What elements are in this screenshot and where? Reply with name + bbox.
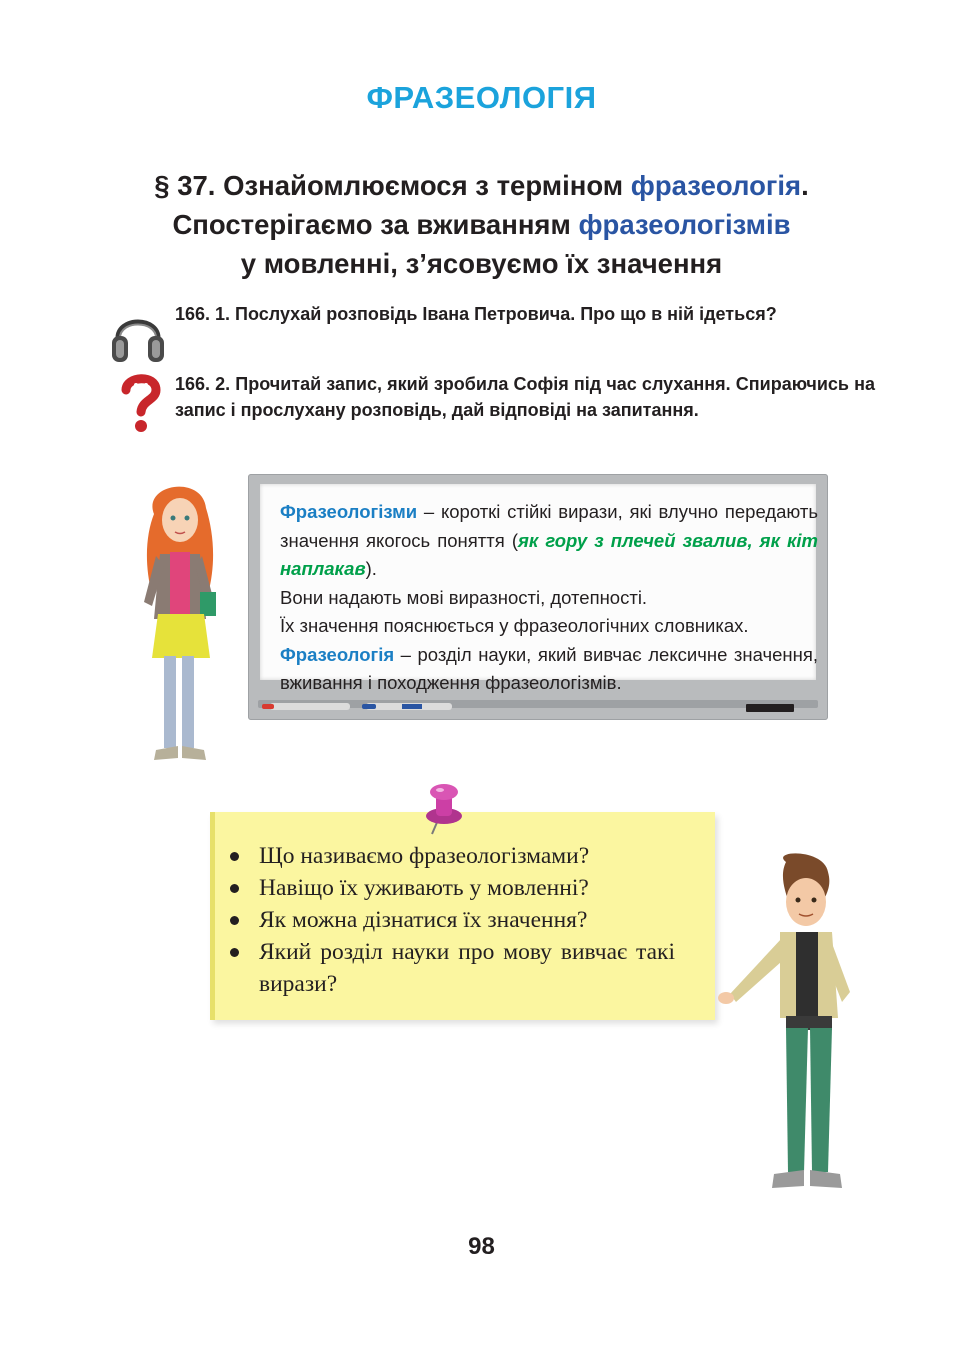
questions-list — [225, 840, 675, 1000]
sticky-note-edge — [210, 812, 215, 1020]
lesson-title-punct: . — [801, 170, 809, 201]
lesson-term-phraseology: фразеологія — [630, 170, 802, 201]
question-mark-icon — [116, 372, 164, 434]
lesson-title-line-1 — [90, 166, 873, 205]
task-166-1: 166. 1. Послухай розповідь Івана Петровича. Про що в ній ідеться? — [175, 304, 777, 324]
definition-line-expressiveness: Вони надають мові виразності, дотепності. — [280, 586, 648, 608]
definition-text — [280, 498, 818, 698]
lesson-title-text: Спостерігаємо за вживанням — [172, 209, 579, 240]
lesson-term-phraseologisms: фразеологізмів — [578, 209, 791, 240]
definition-phraseology: – розділ науки, який вивчає лексичне значення, вживання і походження фразеологізмів. — [280, 643, 818, 693]
definition-end: ). — [365, 558, 377, 579]
whiteboard — [248, 474, 828, 720]
term-phraseologisms: Фразеологізми — [280, 501, 418, 522]
question-item: Як можна дізнатися їх значення? — [225, 904, 675, 936]
phraseologism-examples: як гору з плечей звалив, як кіт наплакав — [280, 529, 818, 579]
lesson-title — [90, 166, 873, 283]
lesson-title-line-3: у мовленні, з’ясовуємо їх значення — [240, 248, 723, 279]
question-item: Що називаємо фразеологізмами? — [225, 840, 675, 872]
question-item: Навіщо їх уживають у мовленні? — [225, 872, 675, 904]
markers-icon — [262, 700, 462, 714]
lesson-title-text: § 37. Ознайомлюємося з терміном — [154, 170, 631, 201]
question-item: Який розділ науки про мову вивчає такі вирази? — [225, 936, 675, 1000]
definition-line-dictionaries: Їх значення пояснюється у фразеологічних словниках. — [280, 615, 749, 636]
whiteboard-surface — [260, 484, 818, 693]
task-166-2: 166. 2. Прочитай запис, який зробила Софія під час слухання. Спираючись на запис і прослухану розповідь, дай відповіді на запитання. — [175, 374, 875, 420]
headphones-icon — [110, 304, 166, 366]
eraser-icon — [746, 704, 794, 712]
section-title: ФРАЗЕОЛОГІЯ — [366, 80, 597, 115]
girl-sofia-illustration — [132, 474, 228, 774]
page-number: 98 — [468, 1233, 495, 1260]
pushpin-icon — [418, 780, 470, 838]
lesson-title-line-2 — [90, 205, 873, 244]
boy-illustration — [700, 852, 860, 1196]
term-phraseology: Фразеологія — [280, 643, 395, 665]
definition-phraseologisms: – короткі стійкі вирази, які влучно передають значення якогось поняття ( — [280, 501, 818, 551]
